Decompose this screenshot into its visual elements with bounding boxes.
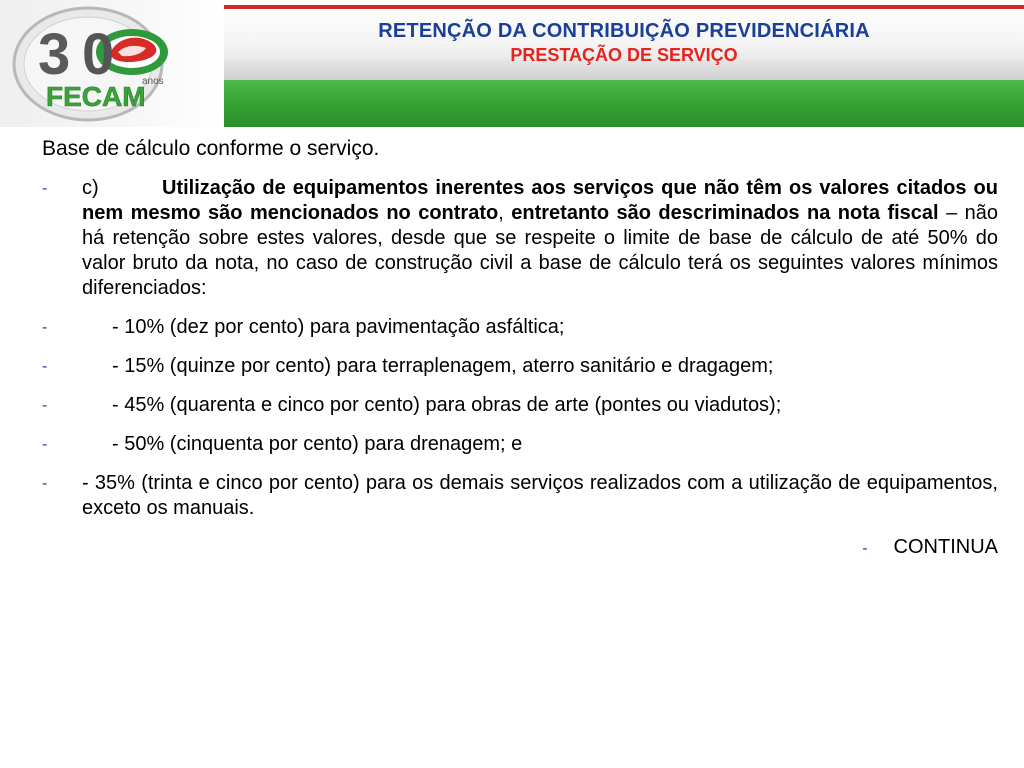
item-c-bold-2: entretanto são descriminados na nota fiscal [511, 202, 939, 224]
list-item-text: - 50% (cinquenta por cento) para drenagem; e [112, 433, 523, 455]
continue-label: CONTINUA [893, 536, 998, 558]
svg-text:0: 0 [82, 22, 115, 87]
item-c-bold-1: Utilização de equipamentos inerentes aos serviços que não têm os valores citados ou nem mesmo são mencionados no contrato [82, 177, 998, 224]
list-item-text: - 15% (quinze por cento) para terraplenagem, aterro sanitário e dragagem; [112, 355, 774, 377]
logo-area [0, 0, 224, 127]
item-label: c) [82, 177, 99, 199]
bullet-dash: - [42, 358, 48, 375]
list-item-text: - 10% (dez por cento) para pavimentação asfáltica; [112, 316, 565, 338]
slide-content [42, 136, 998, 561]
slide-title: RETENÇÃO DA CONTRIBUIÇÃO PREVIDENCIÁRIA [378, 20, 870, 42]
list-item [42, 432, 998, 457]
continue-row [42, 535, 998, 561]
fecam-30-anos-logo [10, 2, 210, 124]
item-c-sep: , [498, 202, 512, 224]
list-item [42, 315, 998, 340]
bullet-dash: - [42, 319, 48, 336]
header-green-band [224, 80, 1024, 127]
svg-text:FECAM: FECAM [46, 81, 146, 112]
intro-text: Base de cálculo conforme o serviço. [42, 137, 380, 160]
slide-subtitle: PRESTAÇÃO DE SERVIÇO [510, 45, 738, 65]
bullet-dash: - [42, 180, 48, 197]
bullet-dash: - [42, 397, 48, 414]
svg-text:3: 3 [38, 22, 71, 87]
list-item-c [42, 176, 998, 301]
list-item-text: - 45% (quarenta e cinco por cento) para obras de arte (pontes ou viadutos); [112, 394, 782, 416]
header-red-line [224, 5, 1024, 9]
item-c-rest: – não há retenção sobre estes valores, desde que se respeite o limite de base de cálculo de até 50% do valor bruto da nota, no caso de construção civil a base de cálculo terá os seguintes valores mínimos diferenciados: [82, 202, 999, 299]
slide-header [0, 0, 1024, 127]
list-item [42, 354, 998, 379]
list-item [42, 393, 998, 418]
svg-text:anos: anos [142, 76, 164, 87]
bullet-dash: - [42, 475, 48, 492]
bullet-dash: - [42, 436, 48, 453]
list-item-text: - 35% (trinta e cinco por cento) para os demais serviços realizados com a utilização de equipamentos, exceto os manuais. [82, 472, 998, 519]
list-item-last [42, 471, 998, 521]
bullet-dash: - [862, 540, 868, 557]
